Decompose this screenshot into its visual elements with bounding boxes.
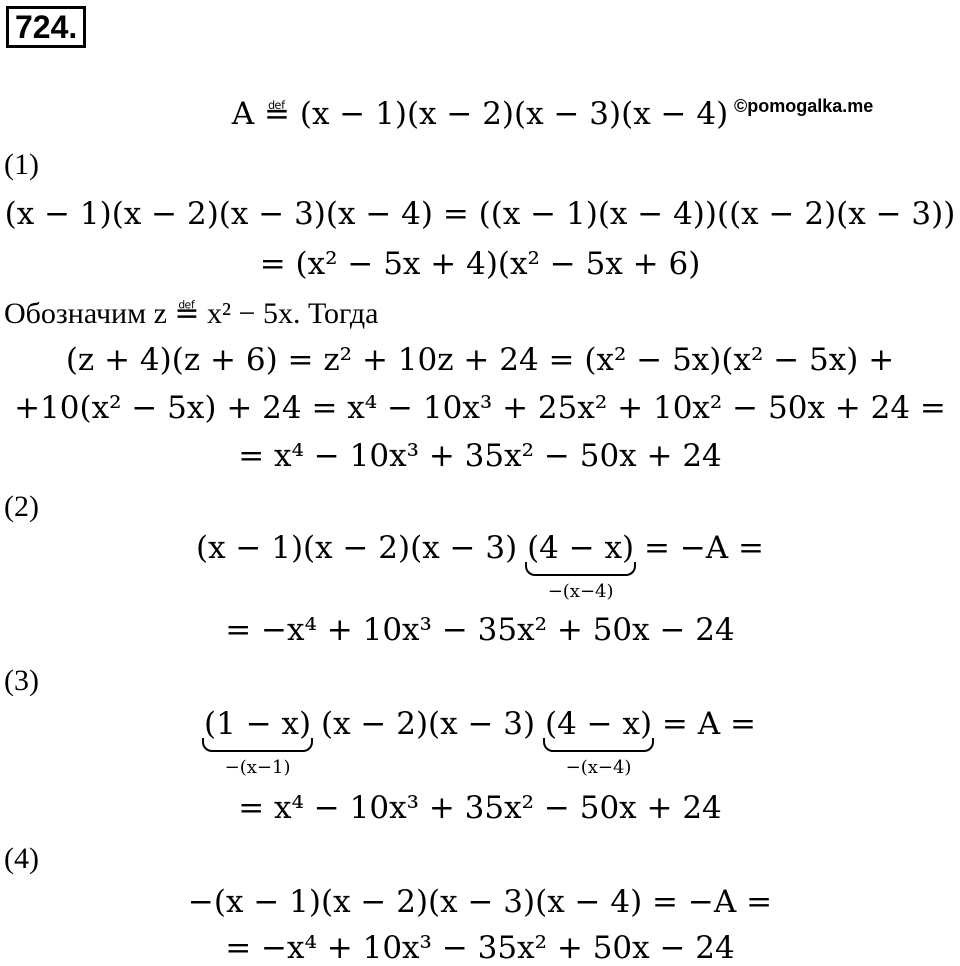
part1-label: (1): [4, 148, 39, 181]
part4-line2: = −x⁴ + 10x³ − 35x² + 50x − 24: [225, 930, 735, 966]
part1-line3: (z + 4)(z + 6) = z² + 10z + 24 = (x² − 5x)(x² − 5x) +: [65, 342, 895, 378]
part3-middle: (x − 2)(x − 3): [320, 706, 536, 742]
part3-brace2-note: −(x−4): [565, 757, 632, 778]
part2-line2: = −x⁴ + 10x³ − 35x² + 50x − 24: [225, 612, 735, 648]
part2-expr-pre: (x − 1)(x − 2)(x − 3): [195, 530, 518, 566]
part2-line1: [0, 530, 960, 602]
part3-line1: [0, 706, 960, 778]
part3-brace2-expr: (4 − x): [544, 706, 653, 742]
part3-brace1-note: −(x−1): [224, 757, 291, 778]
part4-line1: −(x − 1)(x − 2)(x − 3)(x − 4) = −A =: [187, 884, 773, 920]
definition-line: A ≝ (x − 1)(x − 2)(x − 3)(x − 4): [231, 96, 729, 132]
part2-brace-expr: (4 − x): [527, 530, 635, 566]
part2-expr-post: = −A =: [644, 530, 765, 566]
part3-brace1-expr: (1 − x): [204, 706, 312, 742]
part3-line2: = x⁴ − 10x³ + 35x² − 50x + 24: [238, 790, 722, 826]
part1-line4: +10(x² − 5x) + 24 = x⁴ − 10x³ + 25x² + 10x² − 50x + 24 =: [14, 390, 946, 426]
part2-underbrace: [527, 530, 635, 602]
watermark: ©pomogalka.me: [734, 96, 874, 116]
part3-label: (3): [4, 664, 39, 697]
part1-line1: (x − 1)(x − 2)(x − 3)(x − 4) = ((x − 1)(x − 4))((x − 2)(x − 3)): [4, 196, 956, 232]
part1-line2: = (x² − 5x + 4)(x² − 5x + 6): [259, 246, 701, 282]
part4-label: (4): [4, 842, 39, 875]
part2-label: (2): [4, 490, 39, 523]
part1-text: Обозначим z ≝ x² − 5x. Тогда: [4, 297, 379, 330]
part3-post: = A =: [661, 706, 756, 742]
part2-brace-note: −(x−4): [547, 581, 614, 602]
problem-number: 724.: [6, 6, 86, 48]
part3-underbrace-2: [544, 706, 653, 778]
part3-underbrace-1: [204, 706, 312, 778]
part1-line5: = x⁴ − 10x³ + 35x² − 50x + 24: [238, 438, 722, 474]
